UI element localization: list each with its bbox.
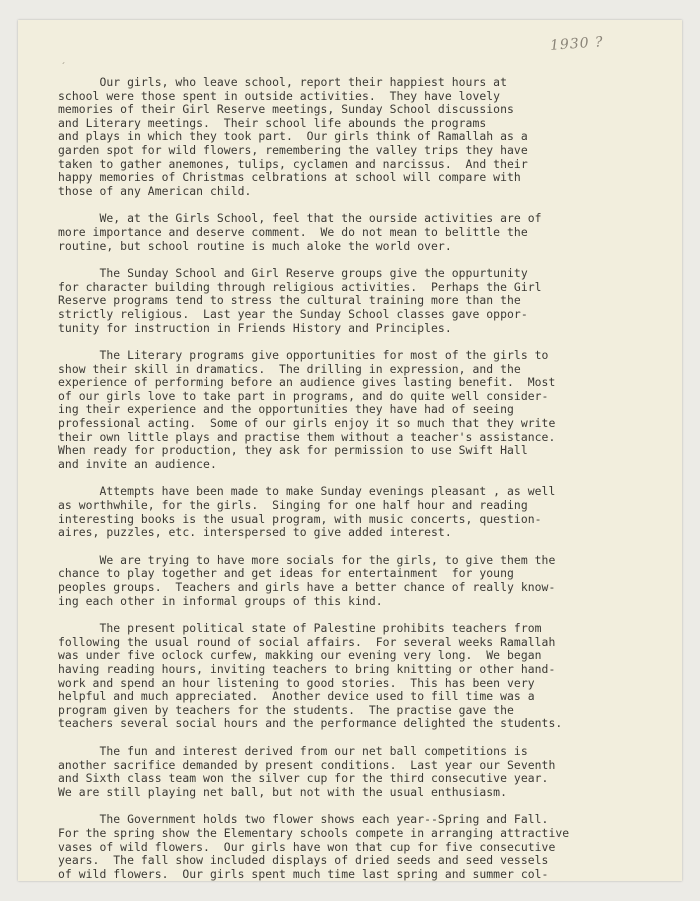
- text-line: professional acting. Some of our girls enjoy it so much that they write: [58, 416, 556, 431]
- text-line: and Literary meetings. Their school life abounds the programs: [58, 115, 487, 130]
- paragraph: [58, 813, 678, 881]
- text-line: of wild flowers. Our girls spent much time last spring and summer col-: [58, 866, 549, 881]
- text-line: for character building through religious activities. Perhaps the Girl: [58, 279, 542, 294]
- paragraph: [58, 349, 678, 471]
- paragraph: [58, 267, 678, 335]
- text-line: We, at the Girls School, feel that the ourside activities are of: [58, 211, 542, 226]
- typewritten-page: [18, 20, 682, 881]
- text-line: We are still playing net ball, but not with the usual enthusiasm.: [58, 784, 508, 799]
- paragraph: [58, 554, 678, 608]
- text-line: Our girls, who leave school, report their happiest hours at: [58, 75, 508, 89]
- text-line: of our girls love to take part in programs, and do quite well consider-: [58, 388, 549, 403]
- text-line: The Literary programs give opportunities for most of the girls to: [58, 348, 549, 363]
- text-line: Reserve programs tend to stress the cultural training more than the: [58, 293, 521, 308]
- text-line: having reading hours, inviting teachers to bring knitting or other hand-: [58, 661, 556, 676]
- text-line: program given by teachers for the students. The practise gave the: [58, 702, 514, 717]
- text-line: and Sixth class team won the silver cup for the third consecutive year.: [58, 771, 549, 786]
- text-line: happy memories of Christmas celbrations at school will compare with: [58, 170, 521, 185]
- text-line: show their skill in dramatics. The drilling in expression, and the: [58, 361, 521, 376]
- text-line: interesting books is the usual program, with music concerts, question-: [58, 511, 542, 526]
- text-line: strictly religious. Last year the Sunday School classes gave oppor-: [58, 306, 528, 321]
- text-line: years. The fall show included displays of dried seeds and seed vessels: [58, 853, 549, 868]
- text-line: those of any American child.: [58, 183, 252, 198]
- text-line: and plays in which they took part. Our girls think of Ramallah as a: [58, 129, 528, 144]
- paragraph: [58, 485, 678, 539]
- paragraph: [58, 76, 678, 198]
- margin-mark: ´: [60, 62, 67, 73]
- text-line: ing each other in informal groups of this kind.: [58, 593, 383, 608]
- text-line: was under five oclock curfew, makking our evening very long. We began: [58, 648, 542, 663]
- text-line: The Government holds two flower shows each year--Spring and Fall.: [58, 812, 549, 827]
- text-line: Attempts have been made to make Sunday evenings pleasant , as well: [58, 484, 556, 499]
- document-body: [58, 76, 678, 895]
- text-line: teachers several social hours and the performance delighted the students.: [58, 716, 563, 731]
- text-line: aires, puzzles, etc. interspersed to give added interest.: [58, 525, 452, 540]
- paragraph: [58, 212, 678, 253]
- text-line: ing their experience and the opportunities they have had of seeing: [58, 402, 514, 417]
- text-line: When ready for production, they ask for permission to use Swift Hall: [58, 443, 528, 458]
- text-line: garden spot for wild flowers, remembering the valley trips they have: [58, 142, 528, 157]
- text-line: tunity for instruction in Friends History and Principles.: [58, 320, 452, 335]
- text-line: routine, but school routine is much aloke the world over.: [58, 238, 452, 253]
- text-line: more importance and deserve comment. We do not mean to belittle the: [58, 224, 528, 239]
- text-line: The fun and interest derived from our net ball competitions is: [58, 743, 528, 758]
- paragraph: [58, 622, 678, 731]
- text-line: We are trying to have more socials for the girls, to give them the: [58, 552, 556, 567]
- text-line: For the spring show the Elementary schools compete in arranging attractive: [58, 825, 570, 840]
- paragraph: [58, 745, 678, 799]
- text-line: The present political state of Palestine prohibits teachers from: [58, 621, 542, 636]
- text-line: The Sunday School and Girl Reserve groups give the oppurtunity: [58, 266, 528, 281]
- text-line: and invite an audience.: [58, 456, 217, 471]
- text-line: work and spend an hour listening to good stories. This has been very: [58, 675, 535, 690]
- text-line: school were those spent in outside activities. They have lovely: [58, 88, 501, 103]
- text-line: following the usual round of social affairs. For several weeks Ramallah: [58, 634, 556, 649]
- text-line: chance to play together and get ideas for entertainment for young: [58, 566, 514, 581]
- text-line: memories of their Girl Reserve meetings, Sunday School discussions: [58, 102, 514, 117]
- text-line: vases of wild flowers. Our girls have won that cup for five consecutive: [58, 839, 556, 854]
- text-line: helpful and much appreciated. Another device used to fill time was a: [58, 689, 535, 704]
- handwritten-date-note: 1930 ?: [549, 34, 605, 54]
- text-line: peoples groups. Teachers and girls have a better chance of really know-: [58, 580, 556, 594]
- text-line: taken to gather anemones, tulips, cyclamen and narcissus. And their: [58, 156, 528, 171]
- text-line: their own little plays and practise them without a teacher's assistance.: [58, 429, 556, 444]
- text-line: experience of performing before an audience gives lasting benefit. Most: [58, 375, 556, 390]
- text-line: as worthwhile, for the girls. Singing for one half hour and reading: [58, 498, 528, 513]
- text-line: another sacrifice demanded by present conditions. Last year our Seventh: [58, 757, 556, 772]
